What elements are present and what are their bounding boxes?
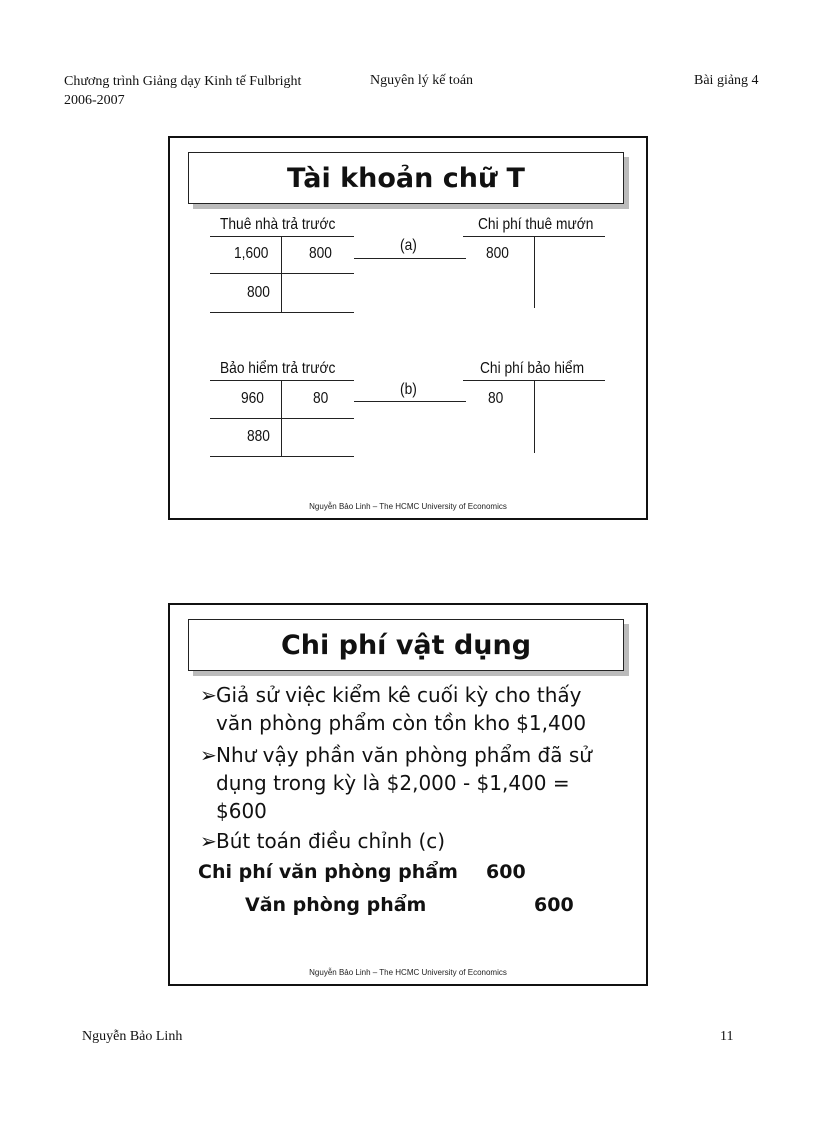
footer-page-number: 11 [720, 1029, 734, 1044]
t-account-topline [210, 380, 354, 381]
posting-label-a: (a) [400, 237, 417, 254]
slide-title: Chi phí vật dụng [280, 629, 532, 661]
posting-connector [354, 401, 466, 402]
bullet-arrow-icon: ➢ [200, 829, 217, 853]
t-account-title-prepaid-rent: Thuê nhà trả trước [220, 216, 336, 233]
entry-credit-account: Văn phòng phẩm [245, 894, 427, 916]
slide-supplies-expense [168, 603, 648, 986]
t-account-bottomline [210, 312, 354, 313]
t-account-debit: 800 [486, 245, 509, 262]
footer-author: Nguyễn Bảo Linh [82, 1029, 183, 1044]
header-program: Chương trình Giảng dạy Kinh tế Fulbright [64, 74, 302, 89]
t-account-balance: 880 [247, 428, 270, 445]
slide-title-box [188, 619, 624, 671]
t-account-credit: 80 [313, 390, 329, 407]
slide-t-accounts [168, 136, 648, 520]
t-account-balance: 800 [247, 284, 270, 301]
bullet-supplies-used: ➢Như vậy phần văn phòng phẩm đã sử dụng trong kỳ là $2,000 - $1,400 = $600 [200, 743, 592, 823]
t-account-title-rent-expense: Chi phí thuê mướn [478, 216, 594, 233]
entry-credit-amount: 600 [534, 894, 574, 916]
bullet-arrow-icon: ➢ [200, 743, 217, 767]
entry-debit-account: Chi phí văn phòng phẩm [198, 861, 458, 883]
bullet-arrow-icon: ➢ [200, 683, 217, 707]
header-subject: Nguyên lý kế toán [370, 73, 474, 88]
slide-credit: Nguyễn Bảo Linh – The HCMC University of Economics [309, 502, 507, 511]
t-account-bottomline [210, 456, 354, 457]
t-account-rule [210, 418, 354, 419]
t-account-debit: 80 [488, 390, 504, 407]
posting-connector [354, 258, 466, 259]
slide-title-box [188, 152, 624, 204]
bullet-inventory-count: ➢Giả sử việc kiểm kê cuối kỳ cho thấy văn phòng phẩm còn tồn kho $1,400 [200, 683, 587, 735]
t-account-rule [210, 273, 354, 274]
t-account-credit: 800 [309, 245, 332, 262]
t-account-divider [534, 236, 535, 308]
t-account-divider [281, 236, 282, 312]
t-account-debit: 960 [241, 390, 264, 407]
header-lecture: Bài giảng 4 [694, 73, 759, 88]
entry-debit-amount: 600 [486, 861, 526, 883]
header-years: 2006-2007 [64, 93, 125, 108]
slide-credit: Nguyễn Bảo Linh – The HCMC University of Economics [309, 968, 507, 977]
slide-title: Tài khoản chữ T [287, 162, 525, 194]
t-account-debit: 1,600 [234, 245, 269, 262]
t-account-divider [534, 380, 535, 453]
bullet-adjusting-entry: ➢Bút toán điều chỉnh (c) [200, 829, 446, 853]
t-account-topline [210, 236, 354, 237]
t-account-title-insurance-expense: Chi phí bảo hiểm [480, 360, 585, 377]
t-account-title-prepaid-insurance: Bảo hiểm trả trước [220, 360, 336, 377]
posting-label-b: (b) [400, 381, 417, 398]
